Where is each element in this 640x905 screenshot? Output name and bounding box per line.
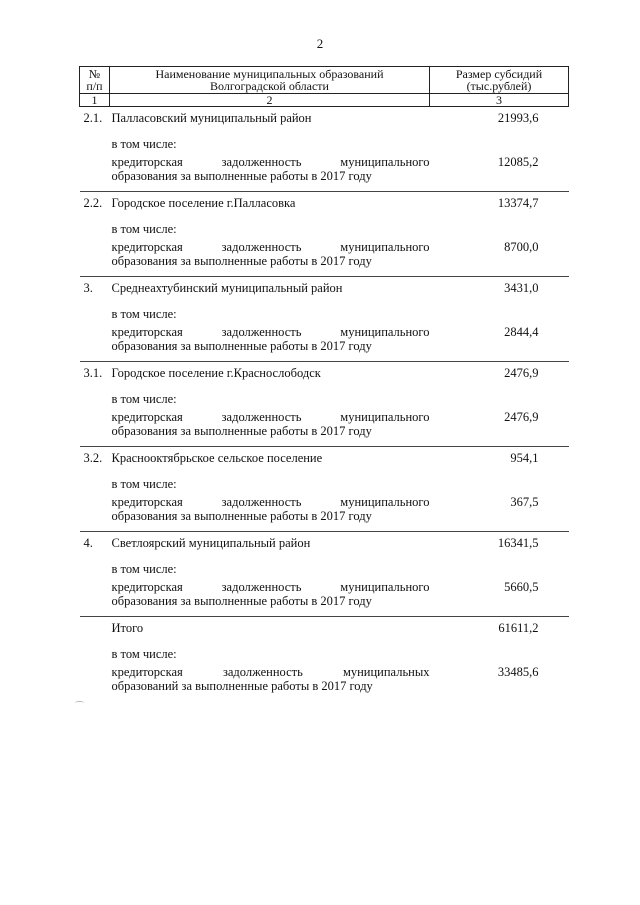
row-number: 4. bbox=[80, 532, 110, 563]
row-name: Итого bbox=[110, 617, 430, 648]
table-row-sublabel bbox=[80, 562, 569, 580]
row-sum: 2476,9 bbox=[430, 362, 569, 393]
row-sum: 61611,2 bbox=[430, 617, 569, 648]
row-detail-sum: 33485,6 bbox=[497, 665, 539, 679]
row-name: Светлоярский муниципальный район bbox=[110, 532, 430, 563]
row-number: 2.1. bbox=[83, 111, 103, 125]
column-index-row bbox=[80, 94, 569, 107]
table-row bbox=[80, 617, 569, 648]
row-name: Городское поселение г.Палласовка bbox=[110, 192, 430, 223]
column-index: 2 bbox=[110, 94, 430, 107]
row-detail: кредиторская задолженность муниципального образования за выполненные работы в 2017 году bbox=[111, 580, 430, 608]
row-detail: кредиторская задолженность муниципального образования за выполненные работы в 2017 году bbox=[111, 495, 430, 523]
scan-mark: ⌒ bbox=[75, 701, 85, 711]
row-detail: кредиторская задолженность муниципальных образований за выполненные работы в 2017 году bbox=[111, 665, 430, 693]
table-row-detail bbox=[80, 240, 569, 277]
row-detail: кредиторская задолженность муниципального образования за выполненные работы в 2017 году bbox=[111, 155, 430, 183]
header-sum: Размер субсидий (тыс.рублей) bbox=[430, 67, 569, 94]
table-row bbox=[80, 277, 569, 308]
row-sublabel: в том числе: bbox=[111, 647, 177, 661]
row-number: 3.2. bbox=[80, 447, 110, 478]
table-row-sublabel bbox=[80, 647, 569, 665]
header-number: № п/п bbox=[80, 67, 110, 94]
table-row-sublabel bbox=[80, 222, 569, 240]
row-sum: 954,1 bbox=[430, 447, 569, 478]
row-number: 2.2. bbox=[80, 192, 110, 223]
row-detail-sum: 5660,5 bbox=[504, 580, 539, 594]
table-row-sublabel bbox=[80, 392, 569, 410]
table-row-detail bbox=[80, 665, 569, 701]
table-row bbox=[80, 532, 569, 563]
row-sublabel: в том числе: bbox=[111, 137, 177, 151]
row-detail-sum: 2844,4 bbox=[504, 325, 539, 339]
row-name: Краснооктябрьское сельское поселение bbox=[110, 447, 430, 478]
row-sublabel: в том числе: bbox=[111, 562, 177, 576]
subsidy-table bbox=[79, 66, 569, 701]
table-row bbox=[80, 362, 569, 393]
column-index: 3 bbox=[430, 94, 569, 107]
page-number: 2 bbox=[316, 36, 324, 51]
row-sum: 3431,0 bbox=[430, 277, 569, 308]
row-detail-sum: 12085,2 bbox=[497, 155, 539, 169]
table-header bbox=[80, 67, 569, 107]
table-row-detail bbox=[80, 155, 569, 192]
row-name: Среднеахтубинский муниципальный район bbox=[110, 277, 430, 308]
table-row bbox=[80, 192, 569, 223]
row-detail: кредиторская задолженность муниципального образования за выполненные работы в 2017 году bbox=[111, 410, 430, 438]
row-name: Палласовский муниципальный район bbox=[111, 111, 312, 125]
row-detail: кредиторская задолженность муниципального образования за выполненные работы в 2017 году bbox=[111, 325, 430, 353]
table-body bbox=[80, 107, 569, 702]
table-row-detail bbox=[80, 410, 569, 447]
table-row bbox=[80, 107, 569, 138]
row-sublabel: в том числе: bbox=[111, 222, 177, 236]
row-sublabel: в том числе: bbox=[111, 477, 177, 491]
table-row-detail bbox=[80, 325, 569, 362]
table-row-detail bbox=[80, 495, 569, 532]
row-detail: кредиторская задолженность муниципального образования за выполненные работы в 2017 году bbox=[111, 240, 430, 268]
table-row-detail bbox=[80, 580, 569, 617]
row-number: 3. bbox=[80, 277, 110, 308]
row-name: Городское поселение г.Краснослободск bbox=[110, 362, 430, 393]
row-sum: 16341,5 bbox=[430, 532, 569, 563]
row-sublabel: в том числе: bbox=[111, 307, 177, 321]
header-name: Наименование муниципальных образований Волгоградской области bbox=[110, 67, 430, 94]
table-row-sublabel bbox=[80, 477, 569, 495]
row-number bbox=[80, 617, 110, 648]
row-detail-sum: 8700,0 bbox=[504, 240, 539, 254]
column-index: 1 bbox=[80, 94, 110, 107]
row-detail-sum: 2476,9 bbox=[504, 410, 539, 424]
table-row-sublabel bbox=[80, 307, 569, 325]
row-detail-sum: 367,5 bbox=[510, 495, 539, 509]
table-row bbox=[80, 447, 569, 478]
table-row-sublabel bbox=[80, 137, 569, 155]
row-sum: 21993,6 bbox=[497, 111, 539, 125]
row-number: 3.1. bbox=[80, 362, 110, 393]
row-sublabel: в том числе: bbox=[111, 392, 177, 406]
row-sum: 13374,7 bbox=[430, 192, 569, 223]
